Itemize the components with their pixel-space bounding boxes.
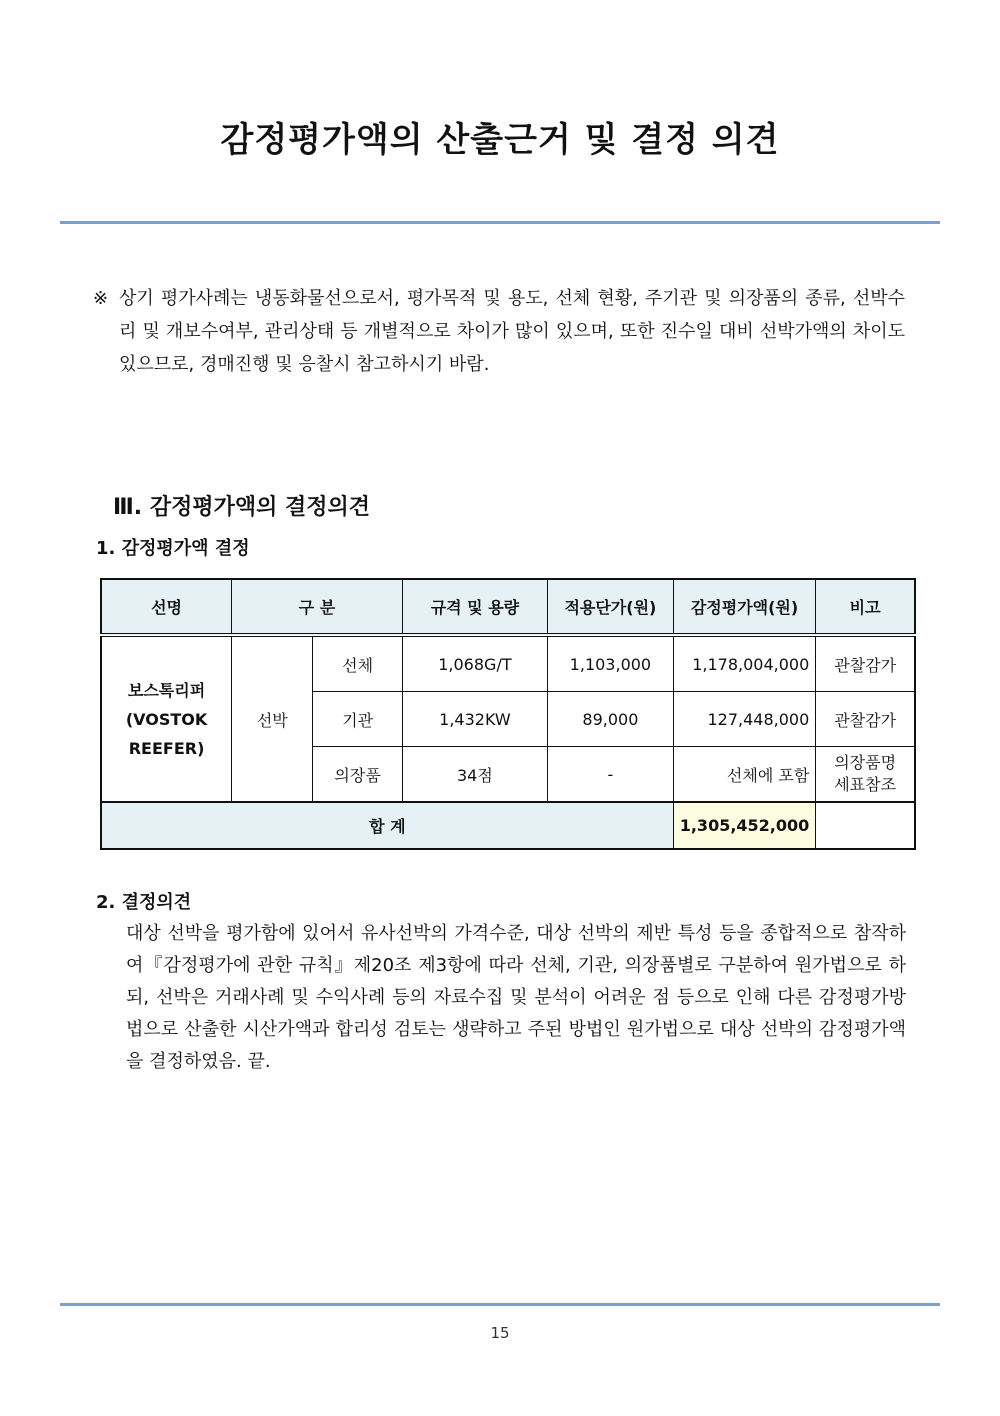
reference-note	[93, 282, 905, 381]
item-cell: 기관	[313, 692, 402, 747]
remark-cell: 관찰감가	[816, 692, 915, 747]
ship-name-english-2: REEFER)	[128, 738, 205, 758]
ship-name-korean: 보스톡리퍼	[127, 680, 206, 700]
page-number: 15	[490, 1324, 510, 1342]
table-header-row	[101, 579, 915, 635]
subsection-title-2: 2. 결정의견	[96, 892, 192, 913]
page-title: 감정평가액의 산출근거 및 결정 의견	[220, 120, 780, 160]
header-spec: 규격 및 용량	[402, 579, 547, 635]
item-cell: 선체	[313, 635, 402, 692]
header-unit-price: 적용단가(원)	[548, 579, 674, 635]
subsection-title-1: 1. 감정평가액 결정	[96, 538, 250, 559]
group-cell: 선박	[232, 635, 313, 802]
total-row	[101, 802, 915, 849]
amount-cell: 선체에 포함	[673, 747, 816, 803]
section-title: Ⅲ. 감정평가액의 결정의견	[113, 495, 370, 520]
header-appraised-value: 감정평가액(원)	[673, 579, 816, 635]
note-text: 상기 평가사례는 냉동화물선으로서, 평가목적 및 용도, 선체 현황, 주기관 및 의장품의 종류, 선박수리 및 개보수여부, 관리상태 등 개별적으로 차이가 많이 있으며, 또한 진수일 대비 선박가액의 차이도 있으므로, 경매진행 및 응찰시 참고하시기 바람.	[119, 288, 905, 375]
remark-line-2: 세표참조	[834, 775, 897, 794]
total-remark-cell	[816, 802, 915, 849]
header-category: 구 분	[232, 579, 403, 635]
appraisal-table	[100, 578, 916, 850]
note-mark: ※	[93, 288, 109, 309]
total-label: 합 계	[101, 802, 673, 849]
amount-cell: 1,178,004,000	[673, 635, 816, 692]
header-ship-name: 선명	[101, 579, 232, 635]
spec-cell: 1,432KW	[402, 692, 547, 747]
table-row	[101, 635, 915, 692]
spec-cell: 1,068G/T	[402, 635, 547, 692]
header-remarks: 비고	[816, 579, 915, 635]
remark-cell	[816, 747, 915, 803]
total-amount: 1,305,452,000	[673, 802, 816, 849]
unit-price-cell: 89,000	[548, 692, 674, 747]
item-cell: 의장품	[313, 747, 402, 803]
remark-line-1: 의장품명	[834, 753, 897, 772]
bottom-divider	[60, 1303, 940, 1306]
spec-cell: 34점	[402, 747, 547, 803]
decision-paragraph: 대상 선박을 평가함에 있어서 유사선박의 가격수준, 대상 선박의 제반 특성 등을 종합적으로 참작하여『감정평가에 관한 규칙』제20조 제3항에 따라 선체, 기관, 의장품별로 구분하여 원가법으로 하되, 선박은 거래사례 및 수익사례 등의 자료수집 및 분석이 어려운 점 등으로 인해 다른 감정평가방법으로 산출한 시산가액과 합리성 검토는 생략하고 주된 방법인 원가법으로 대상 선박의 감정평가액을 결정하였음. 끝.	[126, 923, 906, 1072]
unit-price-cell: -	[548, 747, 674, 803]
ship-name-cell	[101, 635, 232, 802]
top-divider	[60, 221, 940, 224]
ship-name-english: (VOSTOK	[125, 709, 208, 729]
remark-cell: 관찰감가	[816, 635, 915, 692]
amount-cell: 127,448,000	[673, 692, 816, 747]
unit-price-cell: 1,103,000	[548, 635, 674, 692]
